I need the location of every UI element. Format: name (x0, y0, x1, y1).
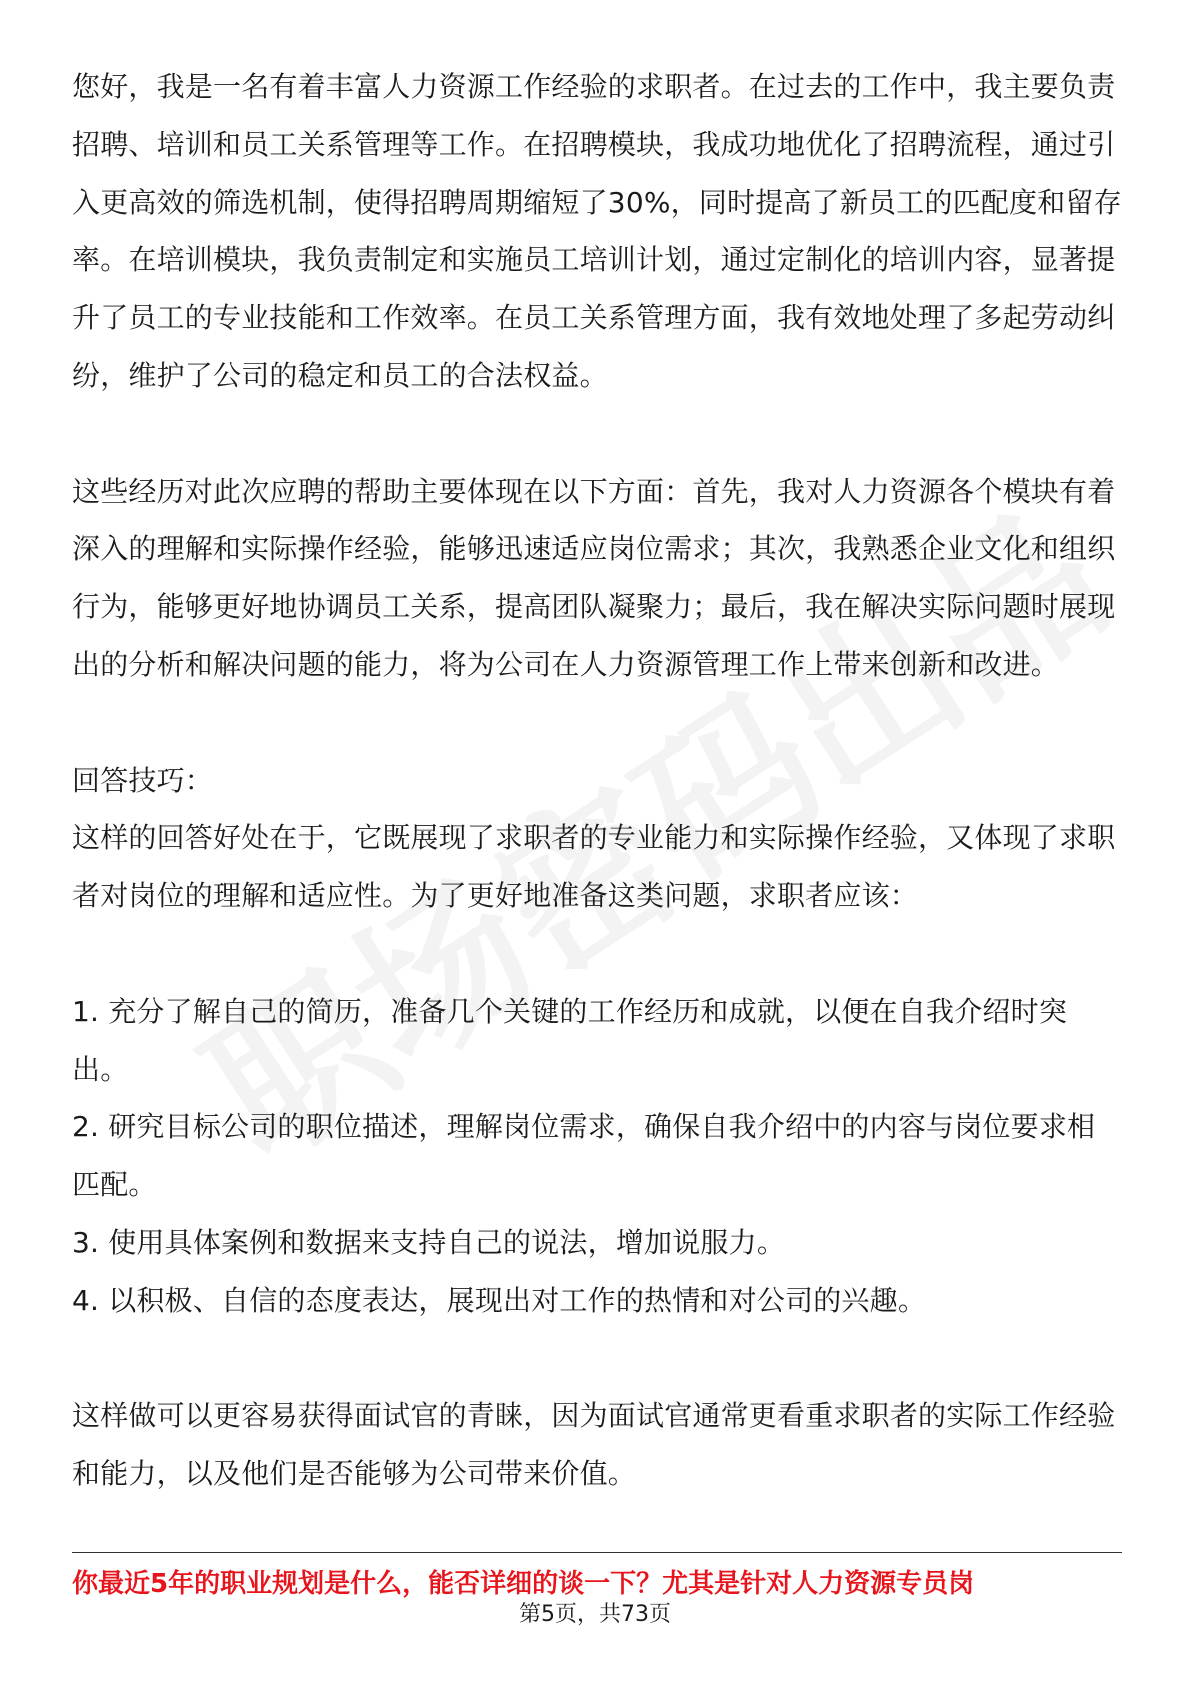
paragraph-gap (72, 694, 1122, 752)
page-body (72, 58, 1122, 1503)
paragraph-gap (72, 405, 1122, 463)
tips-heading: 回答技巧： (72, 763, 214, 797)
tips-intro: 这样的回答好处在于，它既展现了求职者的专业能力和实际操作经验，又体现了求职者对岗位的理解和适应性。为了更好地准备这类问题，求职者应该： (72, 821, 1116, 913)
footer-divider (72, 1552, 1122, 1553)
next-question-heading: 你最近5年的职业规划是什么，能否详细的谈一下？尤其是针对人力资源专员岗 (72, 1569, 975, 1599)
conclusion-paragraph: 这样做可以更容易获得面试官的青睐，因为面试官通常更看重求职者的实际工作经验和能力，以及他们是否能够为公司带来价值。 (72, 1399, 1116, 1491)
answer-paragraph-2: 这些经历对此次应聘的帮助主要体现在以下方面：首先，我对人力资源各个模块有着深入的理解和实际操作经验，能够迅速适应岗位需求；其次，我熟悉企业文化和组织行为，能够更好地协调员工关系，提高团队凝聚力；最后，我在解决实际问题时展现出的分析和解决问题的能力，将为公司在人力资源管理工作上带来创新和改进。 (72, 474, 1116, 681)
page-number: 第5页，共73页 (519, 1602, 671, 1627)
paragraph-gap (72, 1330, 1122, 1388)
tip-item-4: 4. 以积极、自信的态度表达，展现出对工作的热情和对公司的兴趣。 (72, 1283, 927, 1317)
tip-item-2: 2. 研究目标公司的职位描述，理解岗位需求，确保自我介绍中的内容与岗位要求相匹配。 (72, 1110, 1096, 1202)
paragraph-gap (72, 925, 1122, 983)
tip-item-3: 3. 使用具体案例和数据来支持自己的说法，增加说服力。 (72, 1225, 786, 1259)
tip-item-1: 1. 充分了解自己的简历，准备几个关键的工作经历和成就，以便在自我介绍时突出。 (72, 994, 1068, 1086)
answer-paragraph-1: 您好，我是一名有着丰富人力资源工作经验的求职者。在过去的工作中，我主要负责招聘、培训和员工关系管理等工作。在招聘模块，我成功地优化了招聘流程，通过引入更高效的筛选机制，使得招聘周期缩短了30%，同时提高了新员工的匹配度和留存率。在培训模块，我负责制定和实施员工培训计划，通过定制化的培训内容，显著提升了员工的专业技能和工作效率。在员工关系管理方面，我有效地处理了多起劳动纠纷，维护了公司的稳定和员工的合法权益。 (72, 70, 1122, 392)
